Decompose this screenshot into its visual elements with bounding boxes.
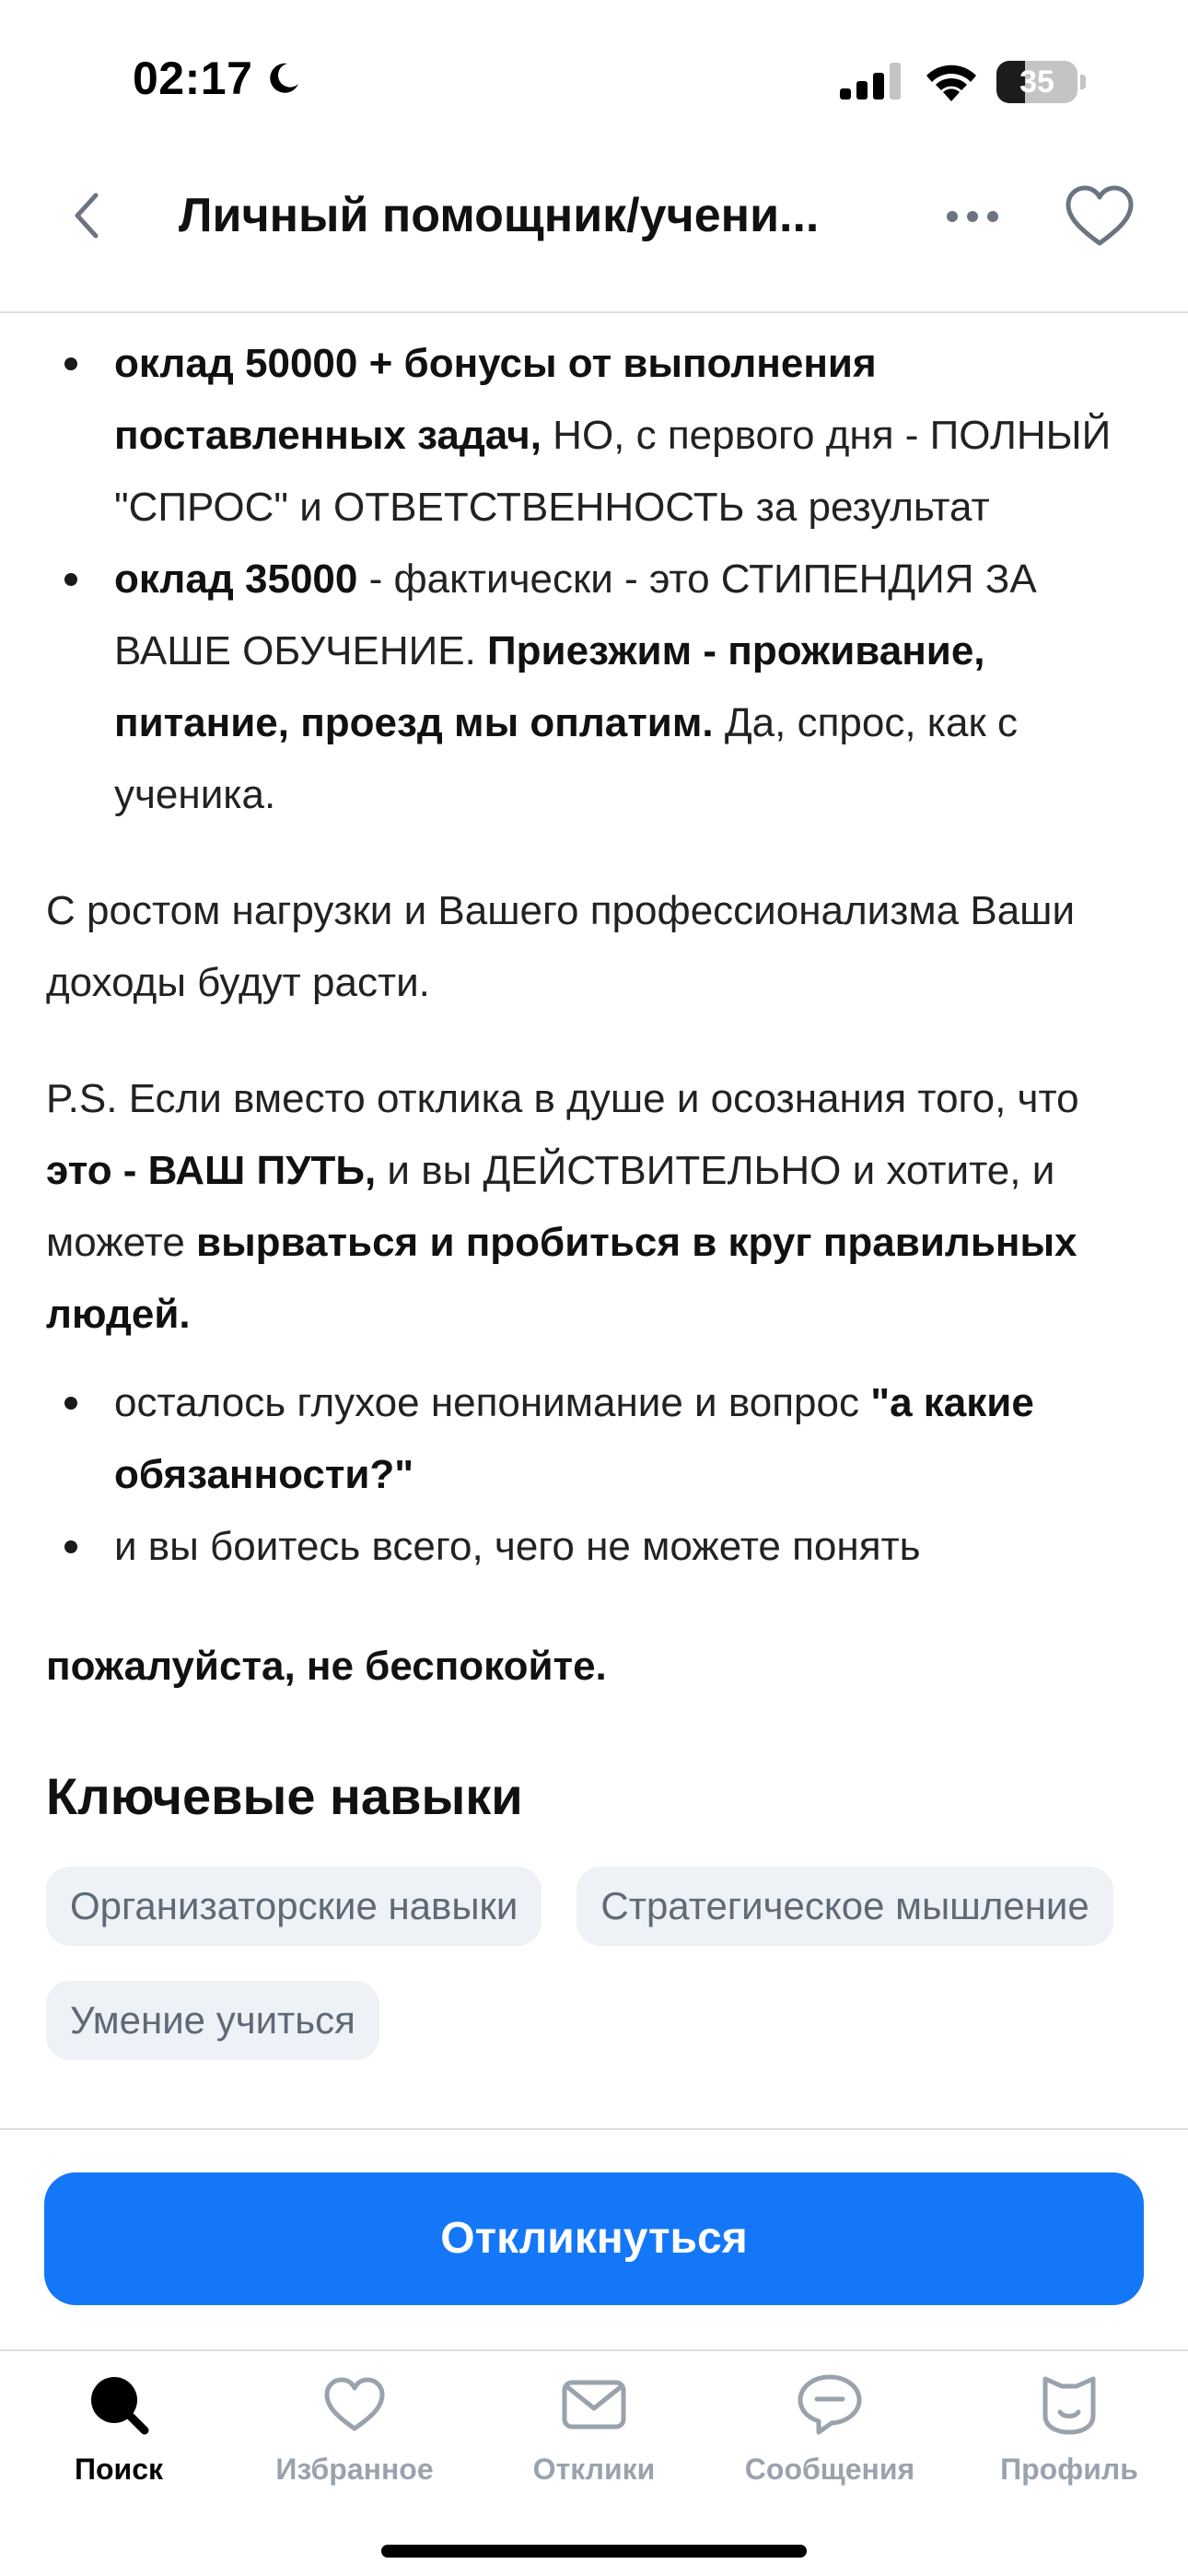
apply-button[interactable]: Откликнуться (44, 2172, 1144, 2305)
envelope-icon (559, 2370, 629, 2440)
navigation-bar (0, 157, 1188, 313)
wifi-icon (923, 59, 980, 101)
ps-paragraph: P.S. Если вместо отклика в душе и осознания того, что это - ВАШ ПУТЬ, и вы ДЕЙСТВИТЕЛЬНО и хотите, и можете вырваться и пробиться в круг правильных людей. (46, 1076, 1079, 1337)
income-growth-paragraph: С ростом нагрузки и Вашего профессионализма Ваши доходы будут расти. (46, 888, 1076, 1005)
page-title: Личный помощник/учени... (179, 189, 820, 242)
battery-indicator (996, 61, 1085, 103)
key-skills-heading: Ключевые навыки (46, 1767, 523, 1825)
skill-chip: Умение учиться (46, 1981, 379, 2060)
tab-label: Поиск (74, 2453, 164, 2486)
more-options-icon[interactable] (939, 193, 1006, 240)
warning-list (46, 1367, 1151, 1583)
battery-level-text: 35 (1019, 64, 1054, 100)
tab-profile[interactable] (963, 2370, 1175, 2508)
chat-bubble-icon (795, 2370, 865, 2440)
tab-label: Сообщения (744, 2453, 915, 2486)
tab-responses[interactable] (488, 2370, 700, 2508)
status-bar (0, 0, 1188, 157)
time-group (133, 52, 302, 105)
vacancy-description (0, 315, 1188, 2128)
tab-label: Профиль (1000, 2453, 1138, 2486)
skill-chip: Организаторские навыки (46, 1867, 542, 1946)
tab-label: Отклики (532, 2453, 656, 2486)
favorite-heart-icon[interactable] (1061, 179, 1138, 252)
moon-icon (265, 60, 302, 97)
search-icon (84, 2370, 154, 2440)
heart-icon (320, 2370, 390, 2440)
list-item: оклад 50000 + бонусы от выполнения поставленных задач, НО, с первого дня - ПОЛНЫЙ "СПРОС" и ОТВЕТСТВЕННОСТЬ за результат (114, 328, 1151, 544)
profile-icon (1034, 2370, 1104, 2440)
list-item: и вы боитесь всего, чего не можете понять (114, 1511, 1151, 1583)
status-time: 02:17 (133, 53, 253, 104)
list-item: оклад 35000 - фактически - это СТИПЕНДИЯ ЗА ВАШЕ ОБУЧЕНИЕ. Приезжим - проживание, питание, проезд мы оплатим. Да, спрос, как с ученика. (114, 544, 1151, 831)
cellular-signal-icon (840, 63, 903, 100)
tab-favorites[interactable] (249, 2370, 460, 2508)
list-item: осталось глухое непонимание и вопрос "а какие обязанности?" (114, 1367, 1151, 1511)
salary-list (46, 328, 1151, 831)
tab-messages[interactable] (724, 2370, 936, 2508)
tab-bar (0, 2349, 1188, 2576)
home-indicator (381, 2545, 807, 2558)
tab-label: Избранное (275, 2453, 434, 2486)
back-chevron-icon[interactable] (64, 182, 111, 249)
skill-chip: Стратегическое мышление (577, 1867, 1112, 1946)
tab-search[interactable] (13, 2370, 225, 2508)
apply-bar (0, 2128, 1188, 2349)
skills-chips (46, 1867, 1151, 2060)
do-not-disturb-note: пожалуйста, не беспокойте. (46, 1644, 607, 1689)
